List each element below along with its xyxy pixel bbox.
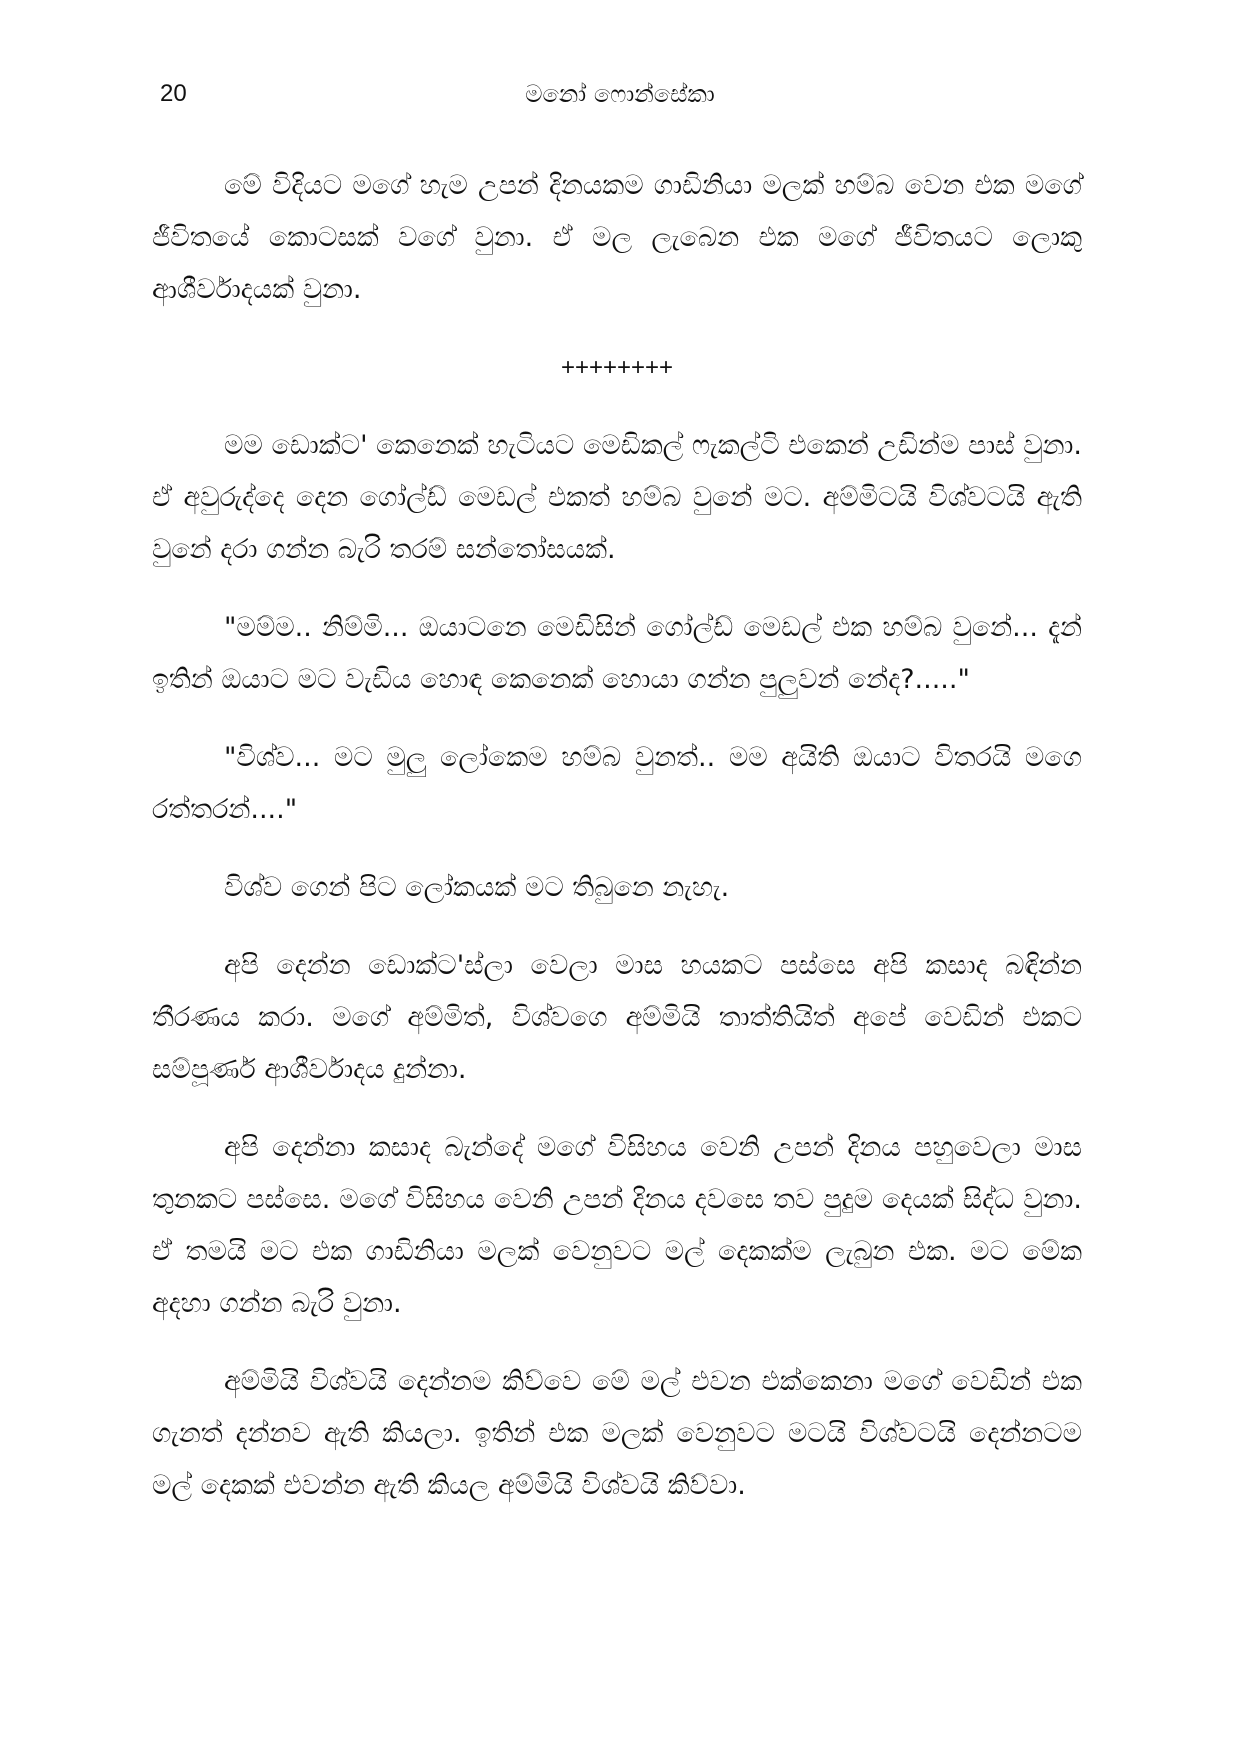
paragraph: "මම්ම.. නිම්මි... ඔයාටනෙ මෙඩිසින් ගෝල්ඩ් මෙඩල් එක හම්බ වුනේ... දැන් ඉතින් ඔයාට මට වැඩිය හොඳ කෙනෙක් හොයා ගන්න පුලුවන් නේද?....." xyxy=(152,612,1082,695)
paragraph: මේ විදියට මගේ හැම උපන් දිනයකම ගාඩිනියා මලක් හම්බ වෙන එක මගේ ජීවිතයේ කොටසක් වගේ වුනා. ඒ මල ලැබෙන එක මගේ ජීවිතයට ලොකු ආශීර්වාදයක් වුනා. xyxy=(152,170,1082,305)
running-head-author: මනෝ ෆොන්සේකා xyxy=(525,80,715,108)
paragraph: අම්මියි විශ්වයි දෙන්නම කිව්වෙ මේ මල් එවන එක්කෙනා මගේ වෙඩින් එක ගැනත් දන්නව ඇති කියලා. ඉතින් එක මලක් වෙනුවට මටයි විශ්වටයි දෙන්නටම මල් දෙකක් එවන්න ඇති කියල අම්මියි විශ්වයි කිව්වා. xyxy=(152,1366,1082,1501)
paragraph: මම ඩොක්ට' කෙනෙක් හැටියට මෙඩිකල් ෆැකල්ටි එකෙන් උඩින්ම පාස් වුනා. ඒ අවුරුද්දෙ දෙන ගෝල්ඩ් මෙඩල් එකත් හම්බ වුනේ මට. අම්මිටයි විශ්වටයි ඇති වුනේ දරා ගන්න බැරි තරම් සන්තෝසයක්. xyxy=(152,430,1082,565)
paragraph: අපි දෙන්නා කසාද බැන්දේ මගේ විසිහය වෙනි උපන් දිනය පහුවෙලා මාස තුනකට පස්සෙ. මගේ විසිහය වෙනි උපන් දිනය දවසෙ තව පුදුම දෙයක් සිද්ධ වුනා. ඒ තමයි මට එක ගාඩිනියා මලක් වෙනුවට මල් දෙකක්ම ලැබුන එක. මට මේක අදහා ගන්න බැරි වුනා. xyxy=(152,1132,1082,1319)
paragraph: "විශ්ව... මට මුලු ලෝකෙම හම්බ වුනත්.. මම අයිති ඔයාට විතරයි මගෙ රත්තරන්...." xyxy=(152,742,1082,825)
page-body xyxy=(152,160,1082,1538)
page-number: 20 xyxy=(160,80,187,107)
paragraph: විශ්ව ගෙන් පිට ලෝකයක් මට තිබුනෙ නැහැ. xyxy=(224,872,730,903)
section-divider: ++++++++ xyxy=(560,354,674,381)
paragraph: අපි දෙන්න ඩොක්ට'ස්ලා වෙලා මාස හයකට පස්සෙ අපි කසාද බඳින්න තීරණය කරා. මගේ අම්මිත්, විශ්වගෙ අම්මියි තාත්තියිත් අපේ වෙඩින් එකට සම්පූර්ණ ආශීර්වාදය දුන්නා. xyxy=(152,950,1082,1085)
